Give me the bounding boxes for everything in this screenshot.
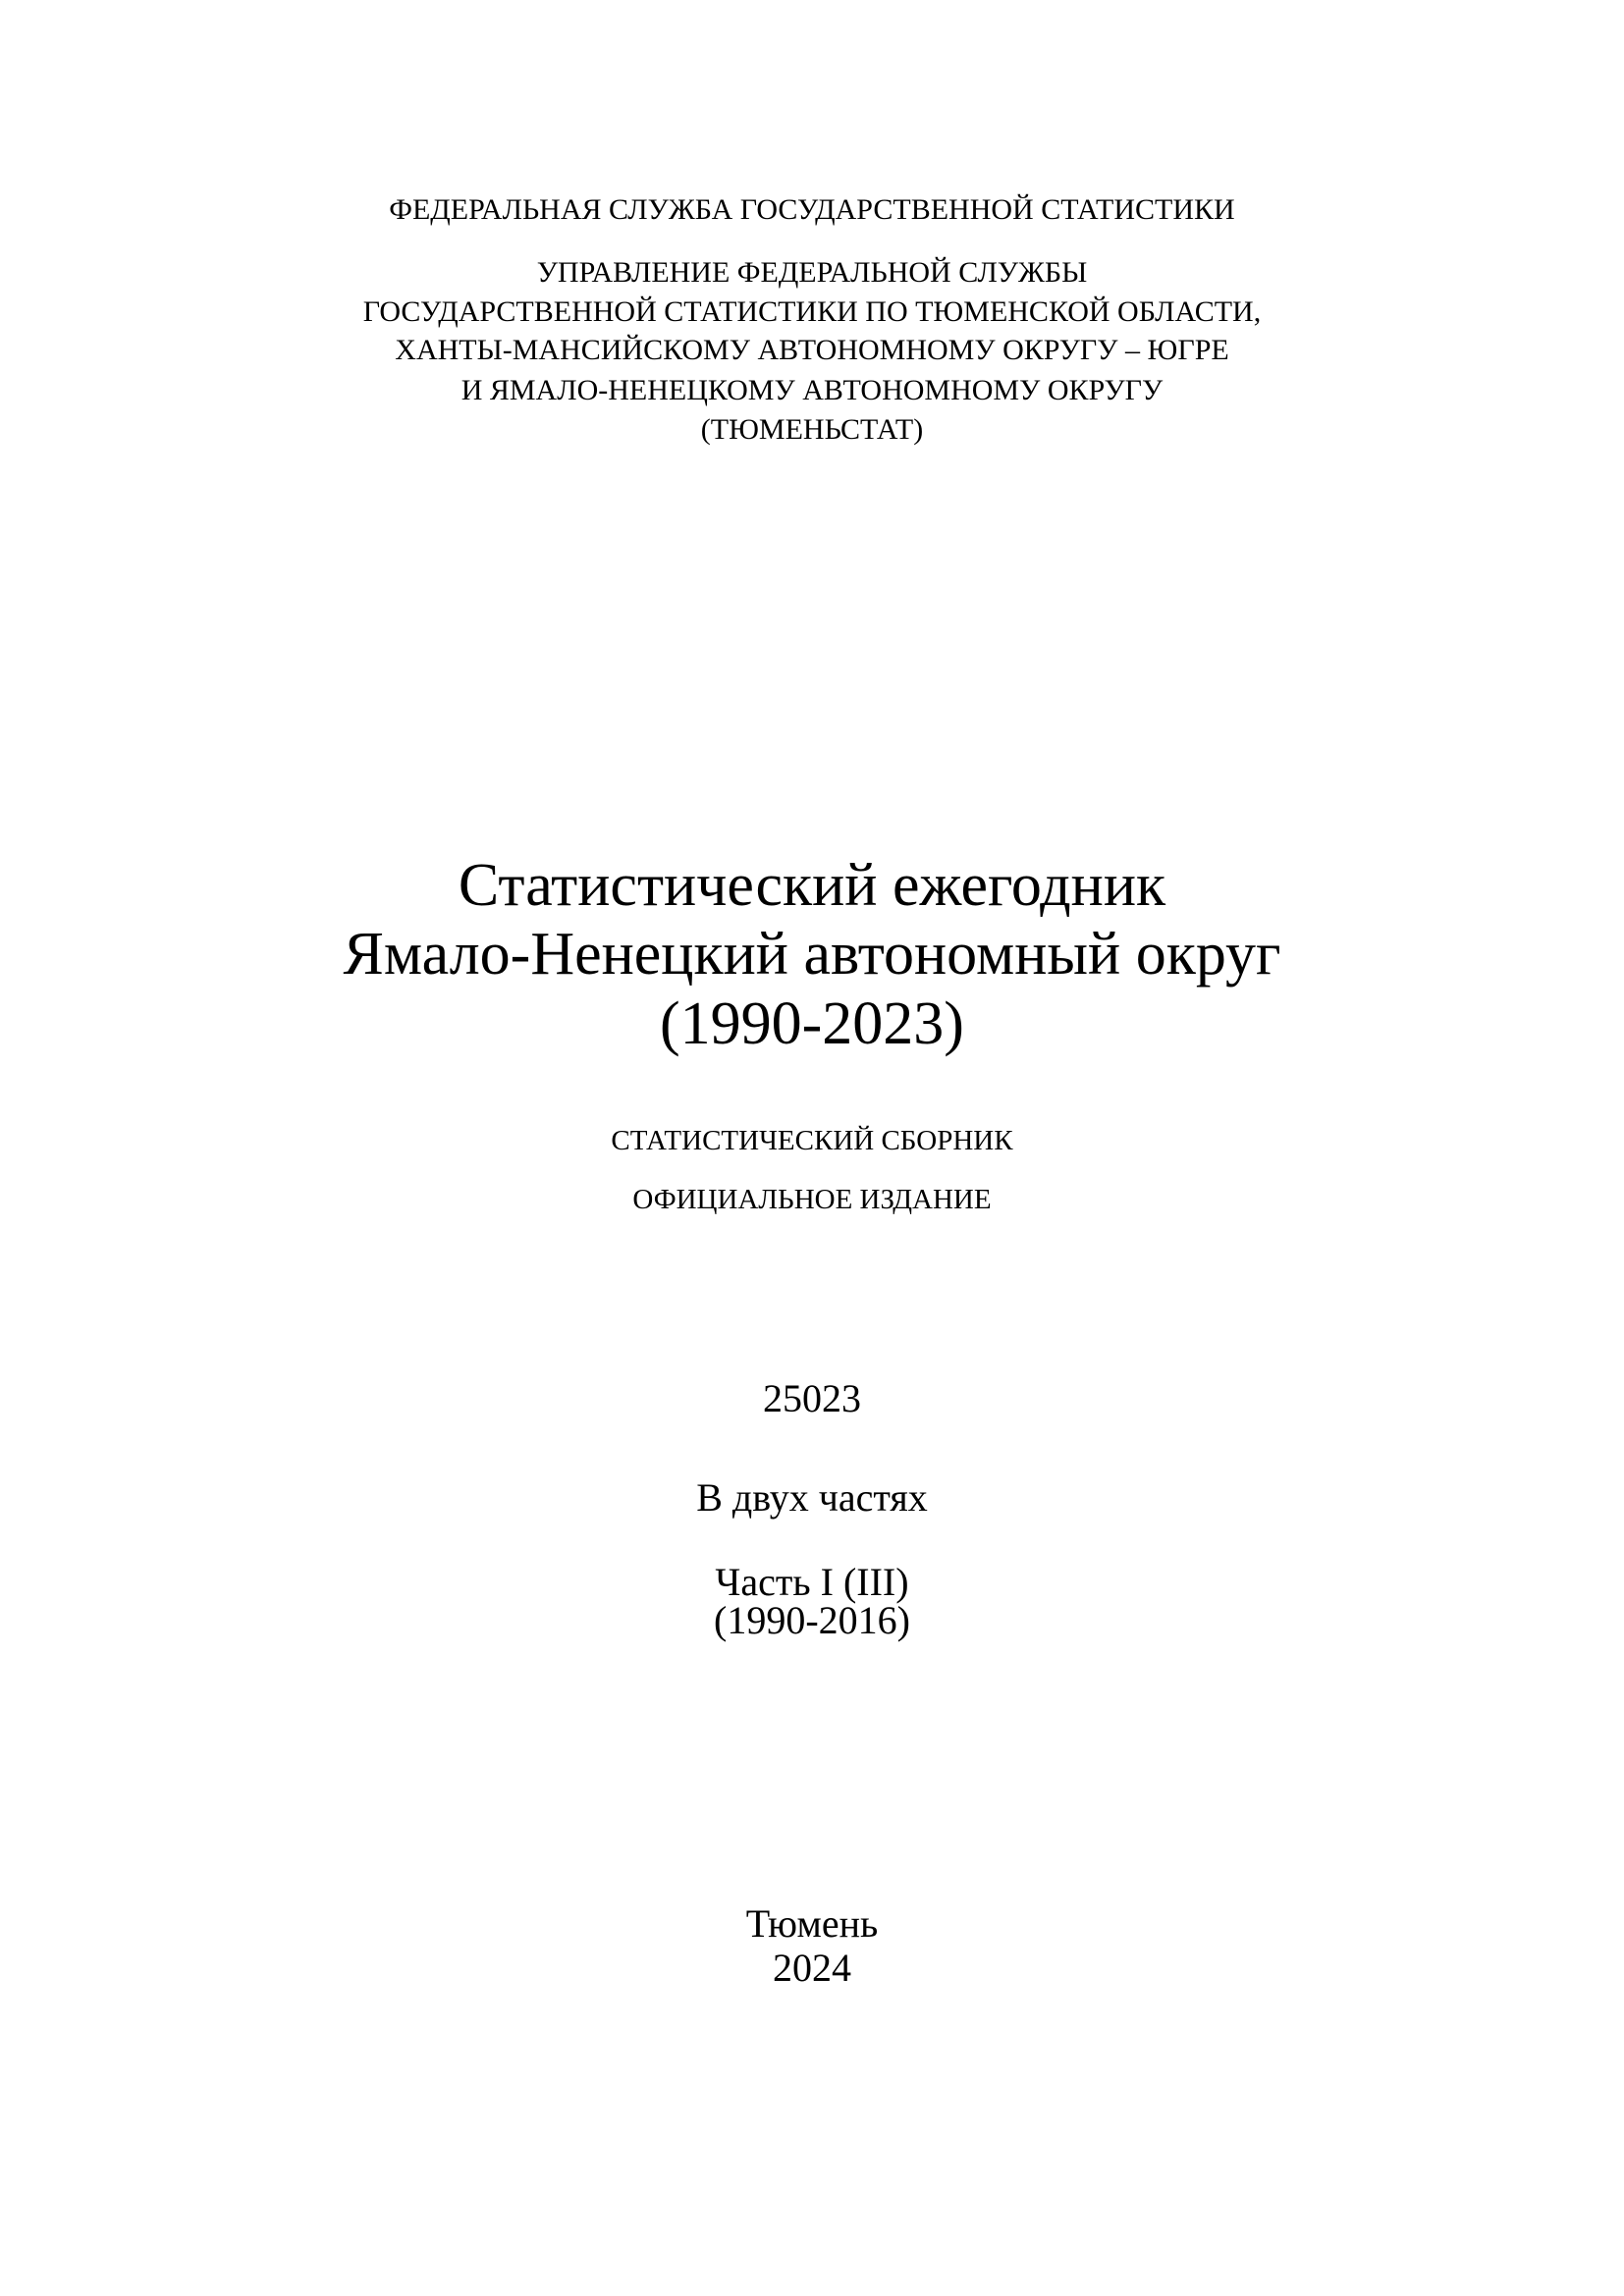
title-years: (1990-2023) — [660, 990, 964, 1057]
publication-status: ОФИЦИАЛЬНОЕ ИЗДАНИЕ — [632, 1184, 992, 1215]
imprint-year: 2024 — [773, 1946, 851, 1990]
regional-office-line: И ЯМАЛО-НЕНЕЦКОМУ АВТОНОМНОМУ ОКРУГУ — [460, 374, 1164, 406]
regional-office-line: ГОСУДАРСТВЕННОЙ СТАТИСТИКИ ПО ТЮМЕНСКОЙ ОБЛАСТИ, — [362, 295, 1262, 328]
regional-office-line: УПРАВЛЕНИЕ ФЕДЕРАЛЬНОЙ СЛУЖБЫ — [536, 256, 1088, 289]
agency-name: ФЕДЕРАЛЬНАЯ СЛУЖБА ГОСУДАРСТВЕННОЙ СТАТИСТИКИ — [389, 193, 1235, 226]
publication-type: СТАТИСТИЧЕСКИЙ СБОРНИК — [611, 1125, 1013, 1156]
catalog-number: 25023 — [763, 1376, 861, 1420]
title-line: Статистический ежегодник — [458, 852, 1166, 919]
part-label: Часть I (III) — [715, 1560, 909, 1604]
part-years: (1990-2016) — [714, 1598, 910, 1642]
regional-office-line: ХАНТЫ-МАНСИЙСКОМУ АВТОНОМНОМУ ОКРУГУ – ЮГРЕ — [395, 334, 1229, 366]
parts-note: В двух частях — [696, 1475, 928, 1520]
regional-office-abbreviation: (ТЮМЕНЬСТАТ) — [700, 413, 924, 446]
title-line: Ямало-Ненецкий автономный округ — [343, 921, 1281, 988]
imprint-city: Тюмень — [745, 1901, 879, 1946]
